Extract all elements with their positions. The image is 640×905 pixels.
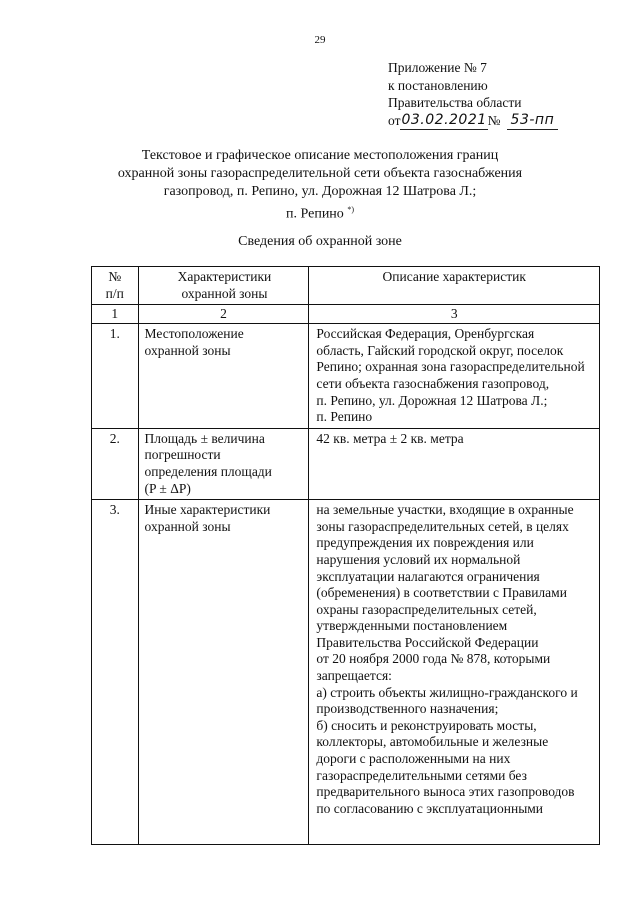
text-line: запрещается: <box>316 668 392 684</box>
title-line-2: охранной зоны газораспределительной сети объекта газоснабжения <box>117 166 523 181</box>
header-line: № <box>108 269 122 284</box>
text-line: Площадь ± величина <box>144 430 265 446</box>
footnote-mark: *) <box>347 205 354 214</box>
text-line: газораспределительными сетями без <box>316 767 527 783</box>
text-line: погрешности <box>144 447 221 463</box>
document-title <box>0 147 640 224</box>
text-line: производственного назначения; <box>316 701 499 717</box>
section-subtitle: Сведения об охранной зоне <box>238 234 402 249</box>
text-line: область, Гайский городской округ, поселок <box>316 342 564 358</box>
appendix-line-3: Правительства области <box>388 95 522 110</box>
text-line: нарушения условий их нормальной <box>316 551 521 567</box>
row-description <box>309 428 600 499</box>
row-description <box>309 500 600 845</box>
text-line: по согласованию с эксплуатационными <box>316 800 544 816</box>
title-line-4: п. Репино <box>286 206 344 222</box>
text-line: Местоположение <box>144 326 244 342</box>
table-row <box>92 500 600 845</box>
table-row <box>92 428 600 499</box>
from-label: от <box>388 112 401 128</box>
column-number: 3 <box>309 305 600 324</box>
number-label: № <box>487 112 501 128</box>
row-characteristic <box>138 428 309 499</box>
text-line: п. Репино <box>316 409 373 425</box>
text-line: коллекторы, автомобильные и железные <box>316 734 549 750</box>
text-line: Российская Федерация, Оренбургская <box>316 326 535 342</box>
text-line: Репино; охранная зона газораспределительной <box>316 359 585 375</box>
text-line: охранной зоны <box>144 518 231 534</box>
appendix-block <box>388 59 558 131</box>
row-characteristic <box>138 500 309 845</box>
text-line: предупреждения их повреждения или <box>316 535 534 551</box>
text-line: на земельные участки, входящие в охранные <box>316 502 574 518</box>
table-header-row <box>92 267 600 305</box>
header-cell-description: Описание характеристик <box>309 267 600 305</box>
page-number: 29 <box>314 34 326 46</box>
text-line: б) сносить и реконструировать мосты, <box>316 717 537 733</box>
appendix-date-line <box>388 112 558 132</box>
column-number: 1 <box>92 305 139 324</box>
row-number: 2. <box>92 428 139 499</box>
text-line: зоны газораспределительных сетей, в целях <box>316 518 569 534</box>
text-line: охранной зоны <box>144 342 231 358</box>
text-line: определения площади <box>144 463 272 479</box>
title-line-1: Текстовое и графическое описание местоположения границ <box>141 148 499 163</box>
appendix-line-2: к постановлению <box>388 77 488 93</box>
text-line: а) строить объекты жилищно-гражданского и <box>316 684 578 700</box>
text-line: сети объекта газоснабжения газопровод, <box>316 375 550 391</box>
row-description <box>309 324 600 429</box>
row-number: 3. <box>92 500 139 845</box>
row-number: 1. <box>92 324 139 429</box>
text-line: п. Репино, ул. Дорожная 12 Шатрова Л.; <box>316 392 548 408</box>
title-line-3: газопровод, п. Репино, ул. Дорожная 12 Шатрова Л.; <box>163 184 477 199</box>
header-line: Характеристики <box>177 269 272 284</box>
text-line: дороги с расположенными на них <box>316 751 511 767</box>
column-number-row <box>92 305 600 324</box>
text-line: (обременения) в соответствии с Правилами <box>316 585 567 601</box>
column-number: 2 <box>138 305 309 324</box>
row-characteristic <box>138 324 309 429</box>
text-line: Иные характеристики <box>144 502 271 518</box>
title-line-4-wrap <box>0 201 640 224</box>
handwritten-date: 03.02.2021 <box>400 112 487 131</box>
text-line: Правительства Российской Федерации <box>316 634 539 650</box>
description-clip <box>313 502 595 842</box>
header-cell-number <box>92 267 139 305</box>
text-line: эксплуатации налагаются ограничения <box>316 568 540 584</box>
appendix-line-1: Приложение № 7 <box>388 60 487 75</box>
text-line: (P ± ΔP) <box>144 480 191 496</box>
text-line: 42 кв. метра ± 2 кв. метра <box>316 430 464 446</box>
text-line: предварительного выноса этих газопроводов <box>316 784 575 800</box>
text-line: от 20 ноября 2000 года № 878, которыми <box>316 651 551 667</box>
handwritten-number: 53-пп <box>507 112 559 131</box>
protection-zone-table <box>91 266 600 845</box>
text-line: охраны газораспределительных сетей, <box>316 601 537 617</box>
header-line: п/п <box>105 285 124 301</box>
header-line: охранной зоны <box>181 285 268 301</box>
text-line: утвержденными постановлением <box>316 618 508 634</box>
table-row <box>92 324 600 429</box>
header-cell-characteristics <box>138 267 309 305</box>
